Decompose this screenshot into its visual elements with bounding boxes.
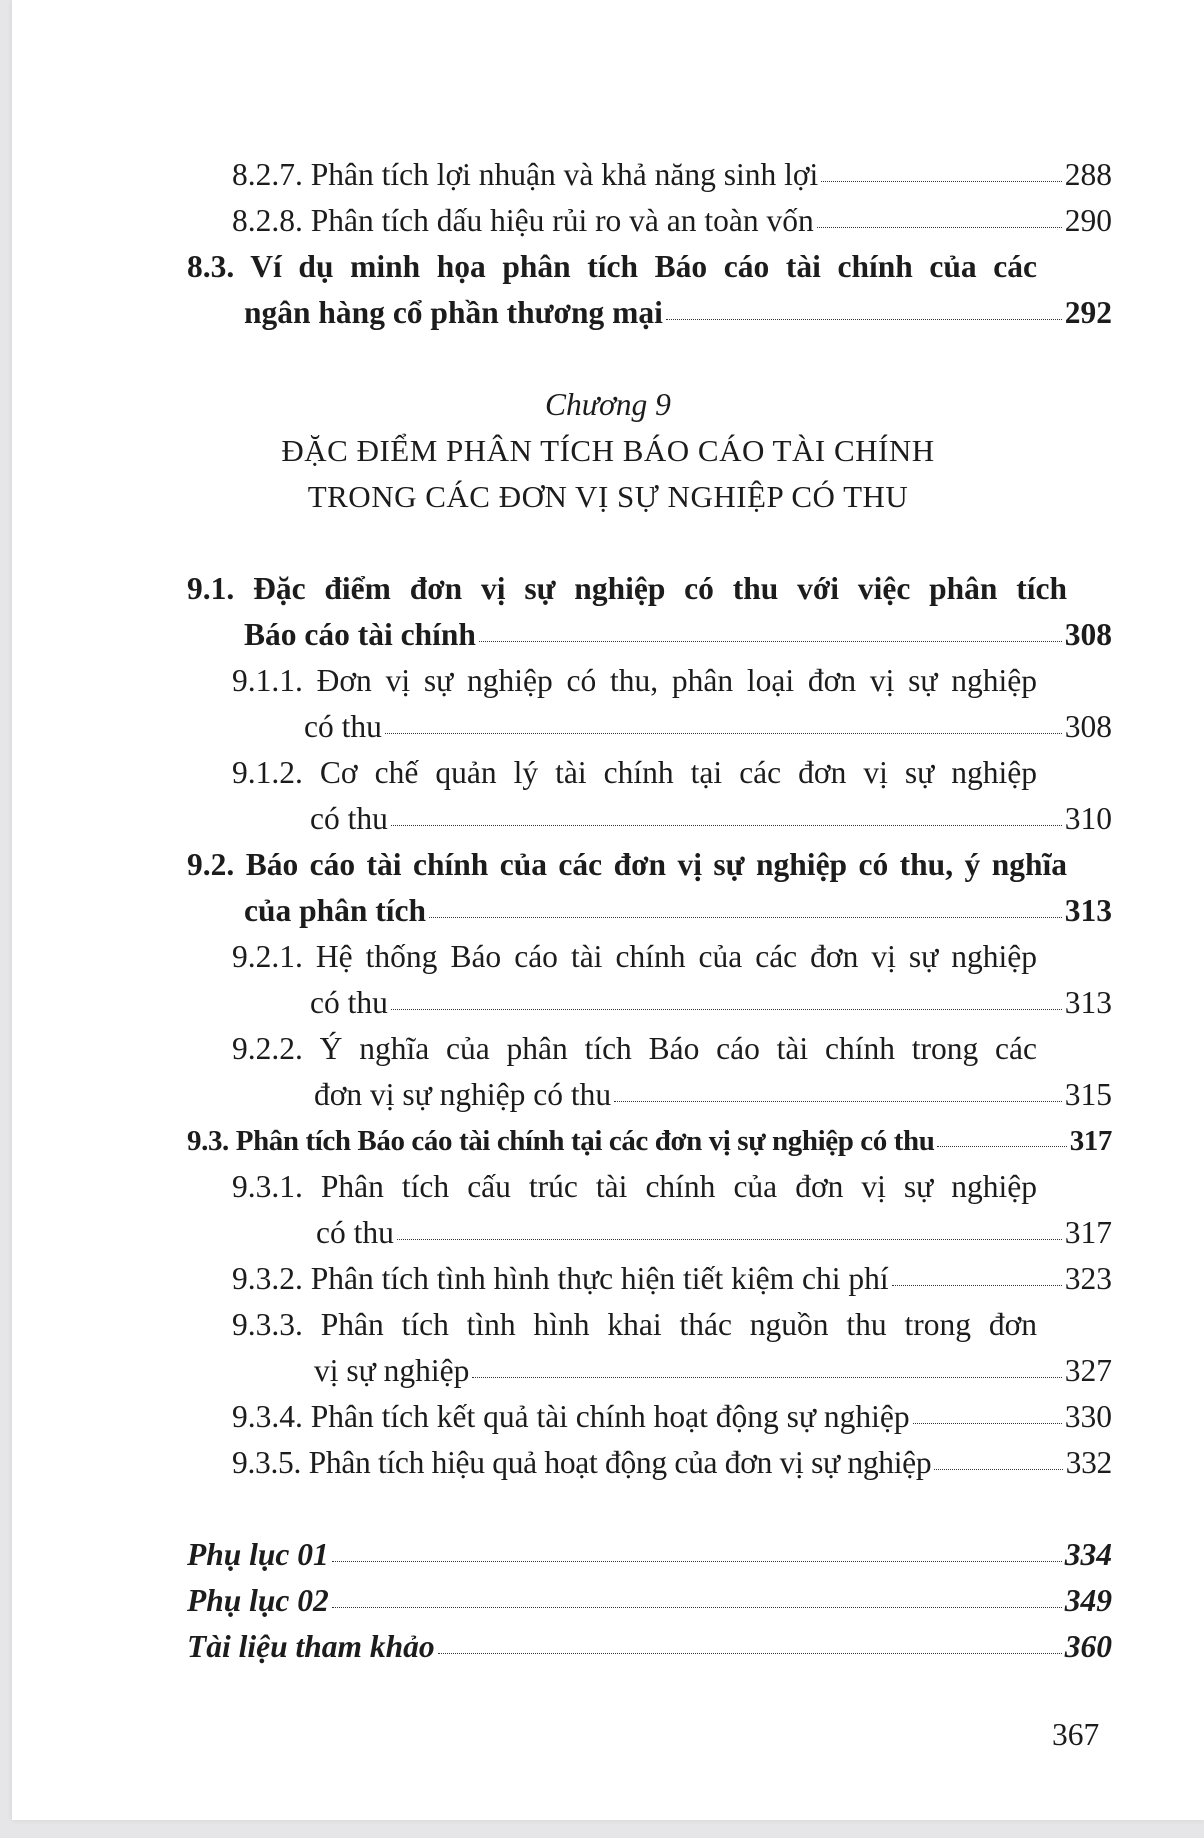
toc-entry-title: có thu [310,801,388,836]
toc-subsection-line1[interactable]: 9.1.1. Đơn vị sự nghiệp có thu, phân loại đơn vị sự nghiệp [232,663,1037,698]
book-page [12,0,1204,1820]
toc-entry[interactable] [187,1626,1112,1668]
toc-entry[interactable] [244,292,1112,334]
chapter-label: Chương 9 [545,387,671,422]
toc-entry-title: 9.3.5. Phân tích hiệu quả hoạt động của đơn vị sự nghiệp [232,1445,932,1480]
dot-leader [892,1285,1062,1286]
toc-entry-page: 313 [1064,985,1112,1020]
toc-entry-title: 9.3.4. Phân tích kết quả tài chính hoạt động sự nghiệp [232,1399,910,1434]
toc-entry[interactable] [187,1534,1112,1576]
toc-entry-page: 308 [1064,617,1112,652]
toc-entry-title: đơn vị sự nghiệp có thu [314,1077,612,1112]
dot-leader [614,1101,1062,1102]
toc-entry-title: 9.3.2. Phân tích tình hình thực hiện tiết kiệm chi phí [232,1261,889,1296]
toc-entry-page: 290 [1064,203,1112,238]
toc-entry[interactable] [232,1258,1112,1300]
dot-leader [472,1377,1061,1378]
toc-entry-page: 323 [1064,1261,1112,1296]
toc-entry-page: 334 [1064,1537,1112,1572]
dot-leader [934,1469,1062,1470]
toc-entry[interactable] [316,1212,1112,1254]
toc-entry-title: Tài liệu tham khảo [187,1629,435,1664]
toc-entry[interactable] [310,798,1112,840]
toc-subsection-line1[interactable]: 9.2.1. Hệ thống Báo cáo tài chính của các đơn vị sự nghiệp [232,939,1037,974]
toc-entry-page: 330 [1064,1399,1112,1434]
toc-entry[interactable] [244,614,1112,656]
toc-entry-title: Báo cáo tài chính [244,617,476,652]
toc-entry-title: Phụ lục 01 [187,1537,329,1572]
toc-subsection-line1[interactable]: 9.2.2. Ý nghĩa của phân tích Báo cáo tài chính trong các [232,1031,1037,1066]
toc-entry-page: 308 [1064,709,1112,744]
toc-entry[interactable] [314,1074,1112,1116]
toc-entry-page: 317 [1064,1215,1112,1250]
toc-entry-title: vị sự nghiệp [314,1353,470,1388]
toc-entry-page: 332 [1065,1445,1112,1480]
dot-leader [397,1239,1062,1240]
toc-entry[interactable] [310,982,1112,1024]
toc-entry-page: 288 [1064,157,1112,192]
toc-entry-page: 313 [1064,893,1112,928]
toc-entry-page: 310 [1064,801,1112,836]
toc-entry-page: 327 [1064,1353,1112,1388]
toc-entry-page: 360 [1064,1629,1112,1664]
toc-entry[interactable] [244,890,1112,932]
dot-leader [817,227,1062,228]
toc-entry[interactable] [187,1580,1112,1622]
toc-entry-title: có thu [304,709,382,744]
toc-entry-page: 292 [1064,295,1112,330]
toc-entry-title: có thu [310,985,388,1020]
toc-entry-title: Phụ lục 02 [187,1583,329,1618]
chapter-title-line1: ĐẶC ĐIỂM PHÂN TÍCH BÁO CÁO TÀI CHÍNH [281,433,935,468]
dot-leader [937,1146,1066,1147]
toc-entry[interactable] [232,1442,1112,1484]
toc-subsection-line1[interactable]: 9.1.2. Cơ chế quản lý tài chính tại các đơn vị sự nghiệp [232,755,1037,790]
toc-entry[interactable] [232,1396,1112,1438]
toc-section-line1[interactable]: 9.1. Đặc điểm đơn vị sự nghiệp có thu với việc phân tích [187,571,1067,606]
toc-entry-page: 317 [1069,1125,1112,1157]
toc-subsection-line1[interactable]: 9.3.1. Phân tích cấu trúc tài chính của đơn vị sự nghiệp [232,1169,1037,1204]
toc-entry-page: 315 [1064,1077,1112,1112]
toc-entry-title: có thu [316,1215,394,1250]
dot-leader [429,917,1062,918]
toc-entry-page: 349 [1064,1583,1112,1618]
dot-leader [438,1653,1062,1654]
toc-section-line1[interactable]: 8.3. Ví dụ minh họa phân tích Báo cáo tài chính của các [187,249,1037,284]
dot-leader [913,1423,1062,1424]
dot-leader [332,1561,1062,1562]
dot-leader [666,319,1062,320]
toc-entry-title: 8.2.7. Phân tích lợi nhuận và khả năng sinh lợi [232,157,819,192]
page-number: 367 [1052,1717,1100,1752]
dot-leader [385,733,1062,734]
toc-entry-title: ngân hàng cổ phần thương mại [244,295,663,330]
toc-subsection-line1[interactable]: 9.3.3. Phân tích tình hình khai thác nguồn thu trong đơn [232,1307,1037,1342]
toc-entry[interactable] [232,154,1112,196]
toc-entry-title: 8.2.8. Phân tích dấu hiệu rủi ro và an toàn vốn [232,203,814,238]
toc-entry-title: 9.3. Phân tích Báo cáo tài chính tại các đơn vị sự nghiệp có thu [187,1125,935,1157]
dot-leader [391,1009,1062,1010]
dot-leader [391,825,1062,826]
toc-section-line1[interactable]: 9.2. Báo cáo tài chính của các đơn vị sự nghiệp có thu, ý nghĩa [187,847,1067,882]
toc-entry-title: của phân tích [244,893,427,928]
toc-entry[interactable] [187,1120,1112,1162]
toc-entry[interactable] [304,706,1112,748]
dot-leader [479,641,1062,642]
chapter-title-line2: TRONG CÁC ĐƠN VỊ SỰ NGHIỆP CÓ THU [307,479,909,514]
toc-entry[interactable] [232,200,1112,242]
toc-entry[interactable] [314,1350,1112,1392]
dot-leader [821,181,1062,182]
dot-leader [332,1607,1062,1608]
